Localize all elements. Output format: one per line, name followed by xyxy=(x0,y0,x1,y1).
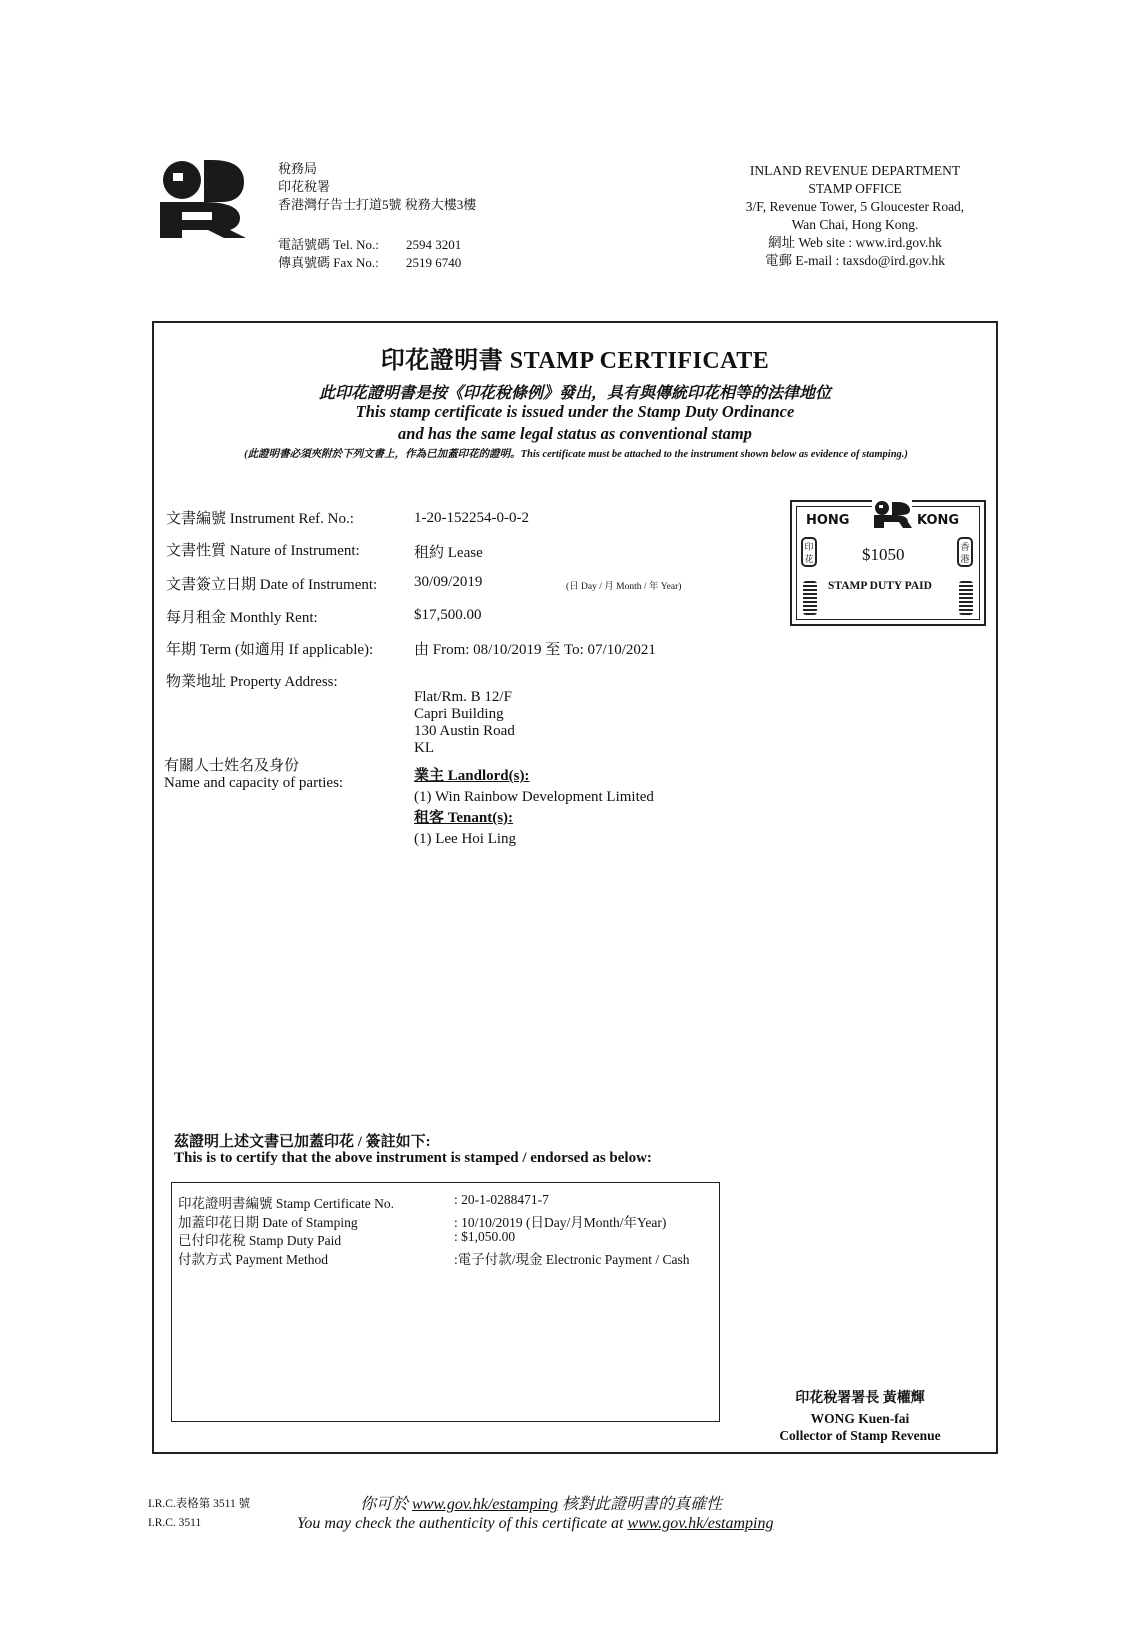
stamp-cert-no-value: : 20-1-0288471-7 xyxy=(454,1192,549,1207)
stamping-date-label: 加蓋印花日期 Date of Stamping xyxy=(178,1215,358,1230)
address-line: 130 Austin Road xyxy=(414,723,515,739)
address-line: Flat/Rm. B 12/F xyxy=(414,689,512,705)
subtitle-en-1: This stamp certificate is issued under the Stamp Duty Ordinance xyxy=(355,402,795,421)
ref-value: 1-20-152254-0-0-2 xyxy=(414,510,529,526)
date-label: 文書簽立日期 Date of Instrument: xyxy=(166,577,378,593)
parties-label-zh: 有關人士姓名及身份 xyxy=(164,758,300,774)
form-number-en: I.R.C. 3511 xyxy=(148,1517,202,1529)
stamp-hong: HONG xyxy=(806,513,850,528)
fax-label: 傳真號碼 Fax No.: xyxy=(278,255,379,270)
office-line: 印花稅署 xyxy=(278,179,331,194)
stamp-coil-right-icon xyxy=(959,581,973,615)
website-line: 網址 Web site : www.ird.gov.hk xyxy=(768,235,942,250)
payment-method-value: :電子付款/現金 Electronic Payment / Cash xyxy=(454,1252,690,1267)
date-format-hint: (日 Day / 月 Month / 年 Year) xyxy=(566,582,682,592)
collector-name: WONG Kuen-fai xyxy=(810,1411,910,1426)
stamp-amount: $1050 xyxy=(862,545,905,564)
fax-value: 2519 6740 xyxy=(406,255,462,270)
email-line: 電郵 E-mail : taxsdo@ird.gov.hk xyxy=(765,253,945,268)
office-address-zh xyxy=(278,160,476,272)
address-label: 物業地址 Property Address: xyxy=(166,674,338,690)
office-line: STAMP OFFICE xyxy=(808,181,902,196)
certify-line-en: This is to certify that the above instrument is stamped / endorsed as below: xyxy=(174,1150,652,1166)
tel-value: 2594 3201 xyxy=(406,237,462,252)
form-number-zh: I.R.C.表格第 3511 號 xyxy=(148,1498,251,1510)
note-en-pre: You may check the authenticity of this certificate at xyxy=(297,1515,628,1532)
stamping-date-value: : 10/10/2019 (日Day/月Month/年Year) xyxy=(454,1215,667,1230)
estamping-link[interactable]: www.gov.hk/estamping xyxy=(627,1515,774,1532)
tel-label: 電話號碼 Tel. No.: xyxy=(278,237,379,252)
duty-paid-value: : $1,050.00 xyxy=(454,1229,516,1244)
stamp-logo xyxy=(872,500,912,528)
office-line: Wan Chai, Hong Kong. xyxy=(791,217,919,232)
nature-value: 租約 Lease xyxy=(414,545,483,561)
tenant-heading: 租客 Tenant(s): xyxy=(414,810,514,826)
parties-label xyxy=(164,758,343,792)
certificate-title: 印花證明書 STAMP CERTIFICATE xyxy=(380,348,770,374)
ref-label: 文書編號 Instrument Ref. No.: xyxy=(166,511,354,527)
authenticity-note-zh xyxy=(360,1491,722,1514)
estamping-link[interactable]: www.gov.hk/estamping xyxy=(412,1496,559,1513)
collector-title-en: Collector of Stamp Revenue xyxy=(779,1428,941,1443)
parties-list xyxy=(414,766,654,850)
term-value: 由 From: 08/10/2019 至 To: 07/10/2021 xyxy=(414,642,656,658)
note-zh-pre: 你可於 xyxy=(360,1496,413,1513)
rent-label: 每月租金 Monthly Rent: xyxy=(166,610,318,626)
landlord-heading: 業主 Landlord(s): xyxy=(414,768,530,784)
fax-row xyxy=(278,254,476,272)
stamp-coil-left-icon xyxy=(803,581,817,615)
stamp-cert-no-label: 印花證明書編號 Stamp Certificate No. xyxy=(178,1196,394,1211)
office-line: INLAND REVENUE DEPARTMENT xyxy=(749,163,961,178)
property-address xyxy=(414,689,515,757)
address-line: KL xyxy=(414,740,434,756)
address-line: Capri Building xyxy=(414,706,504,722)
collector-title-zh: 印花稅署署長 黃權輝 xyxy=(795,1391,925,1406)
rent-value: $17,500.00 xyxy=(414,607,482,623)
stamp-kong: KONG xyxy=(917,513,960,528)
stamp-duty-paid-label: STAMP DUTY PAID xyxy=(828,580,932,592)
subtitle-zh: 此印花證明書是按《印花稅條例》發出，具有與傳統印花相等的法律地位 xyxy=(318,385,831,402)
office-address-en xyxy=(720,162,990,270)
subtitle-en-2: and has the same legal status as conventional stamp xyxy=(398,424,752,443)
tenant-entry: (1) Lee Hoi Ling xyxy=(414,831,517,847)
stamp-chop-right: 香港 xyxy=(957,537,973,567)
landlord-entry: (1) Win Rainbow Development Limited xyxy=(414,789,654,805)
ird-logo xyxy=(160,156,246,238)
payment-method-label: 付款方式 Payment Method xyxy=(178,1252,328,1267)
attachment-note: (此證明書必須夾附於下列文書上，作為已加蓋印花的證明。This certificate must be attached to the instrument shown below as evidence of stamping.) xyxy=(244,449,908,460)
stamp-chop-left: 印花 xyxy=(801,537,817,567)
office-line: 香港灣仔告士打道5號 稅務大樓3樓 xyxy=(278,197,477,212)
office-line: 3/F, Revenue Tower, 5 Gloucester Road, xyxy=(745,199,965,214)
date-value: 30/09/2019 xyxy=(414,574,483,590)
tel-row xyxy=(278,236,476,254)
term-label: 年期 Term (如適用 If applicable): xyxy=(166,642,374,658)
duty-paid-label: 已付印花稅 Stamp Duty Paid xyxy=(178,1233,342,1248)
parties-label-en: Name and capacity of parties: xyxy=(164,775,344,791)
certify-line-zh: 茲證明上述文書已加蓋印花 / 簽註如下: xyxy=(174,1134,431,1150)
nature-label: 文書性質 Nature of Instrument: xyxy=(166,543,360,559)
ird-mini-logo-icon xyxy=(872,500,912,528)
note-zh-post: 核對此證明書的真確性 xyxy=(558,1496,723,1513)
office-line: 稅務局 xyxy=(278,161,318,176)
authenticity-note-en xyxy=(297,1515,774,1533)
